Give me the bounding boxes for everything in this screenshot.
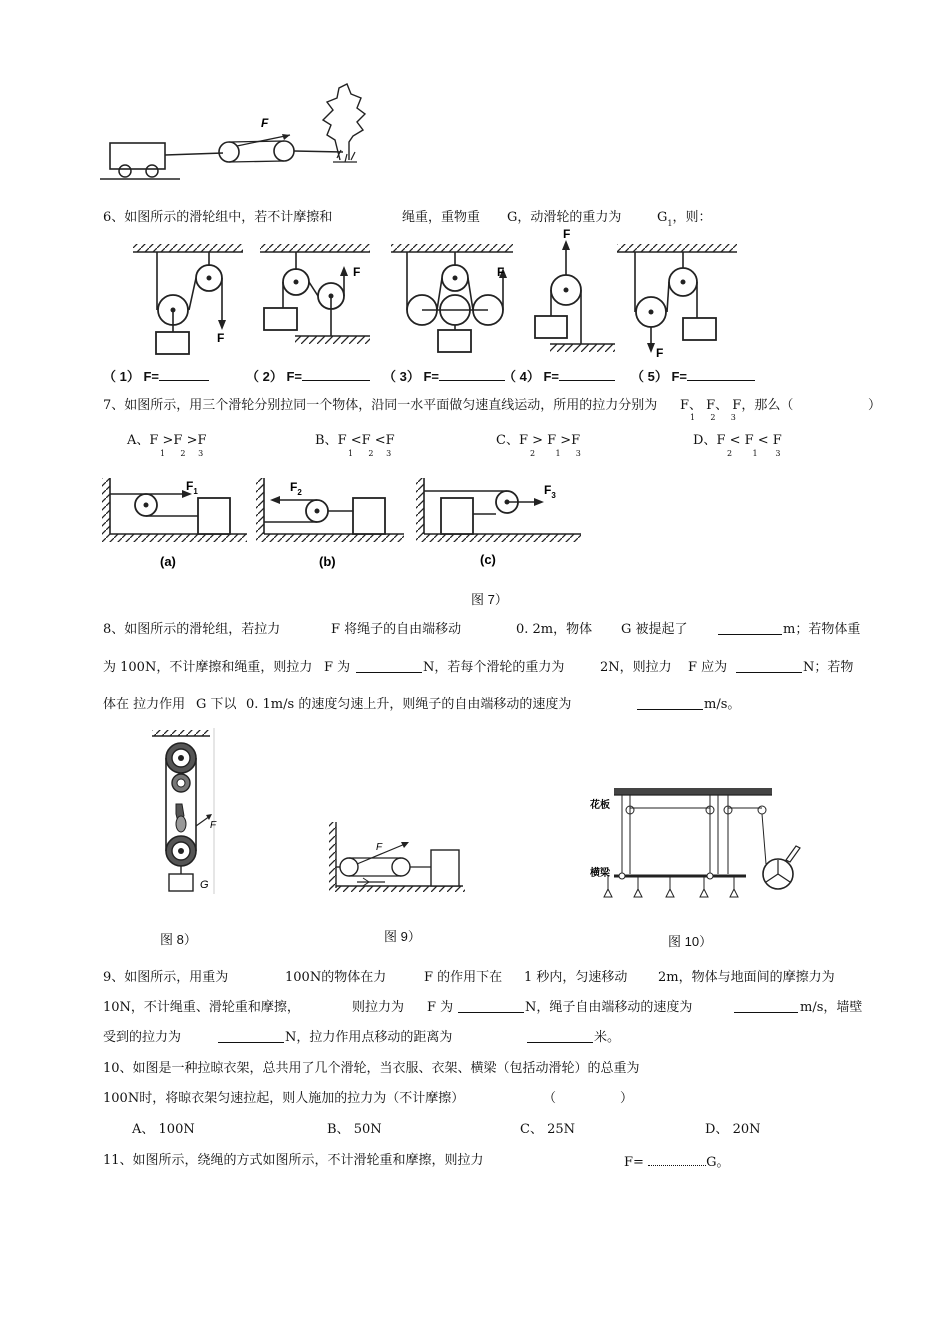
fig7c-panel-label: (c): [480, 552, 496, 567]
q6-stem-a: 6、如图所示的滑轮组中，若不计摩擦和: [103, 210, 333, 225]
q9-blank-2[interactable]: [734, 1000, 798, 1018]
fig8-pulley-block: [148, 726, 220, 896]
fig9-caption: 图 9）: [384, 929, 421, 944]
top-force-label: F: [261, 116, 269, 130]
q8-line3-c: 0. 1m/s 的速度匀速上升，则绳子的自由端移动的速度为: [246, 697, 572, 712]
q7-option-d-subs: 2 1 3: [727, 449, 781, 458]
q8-line2-b: F 为: [324, 660, 351, 675]
q7-option-b: B、F <F <F: [315, 433, 395, 448]
q8-line1-b: F 将绳子的自由端移动: [331, 622, 462, 637]
fig7a-force-label: $F_1$: [186, 479, 198, 496]
q8-line3-d: m/s。: [704, 697, 741, 712]
q9-line3-b: N，拉力作用点移动的距离为: [285, 1030, 453, 1045]
q9-line2-a: 10N，不计绳重、滑轮重和摩擦，: [103, 1000, 300, 1015]
q9-line2-b: 则拉力为: [352, 1000, 405, 1015]
q8-line1-a: 8、如图所示的滑轮组，若拉力: [103, 622, 281, 637]
fig6-5-force-label: F: [656, 346, 664, 360]
fig6-2-force-label: F: [353, 265, 361, 279]
fig10-clothes-rack: [586, 784, 816, 909]
fig9-force-label: F: [376, 842, 383, 853]
q8-blank-4[interactable]: [637, 697, 703, 715]
q10-option-d: D、 20N: [705, 1122, 761, 1137]
fig8-caption: 图 8）: [160, 932, 197, 947]
q8-line2-f: N；若物: [803, 660, 854, 675]
q10-line2: 100N时，将晾衣架匀速拉起，则人施加的拉力为（不计摩擦）: [103, 1091, 465, 1106]
q6-answer-3: （ 3） F=: [383, 368, 505, 385]
q10-paren-close: ）: [620, 1091, 634, 1106]
fig7b-force-label: $F_2$: [290, 480, 302, 497]
fig10-caption: 图 10）: [668, 934, 713, 949]
q7-stem-end: ）: [868, 398, 882, 413]
q9-line3-a: 受到的拉力为: [103, 1030, 182, 1045]
q7-option-a-subs: 1 2 3: [160, 449, 204, 458]
q9-line3-c: 米。: [594, 1030, 621, 1045]
q7-caption: 图 7）: [471, 592, 508, 607]
fig6-3-force-label: F: [497, 265, 505, 279]
fig6-1-force-label: F: [217, 331, 225, 345]
q8-line2-a: 为 100N，不计摩擦和绳重，则拉力: [103, 660, 313, 675]
q8-line2-e: F 应为: [688, 660, 728, 675]
q6-answer-2: （ 2） F=: [246, 368, 370, 385]
q8-line3-b: G 下以: [196, 697, 237, 712]
q10-line1: 10、如图是一种拉晾衣架，总共用了几个滑轮，当衣服、衣架、横梁（包括动滑轮）的总重为: [103, 1061, 640, 1076]
q10-option-c: C、 25N: [520, 1122, 576, 1137]
q8-line3-a: 体在 拉力作用: [103, 697, 186, 712]
fig7c-force-label: $F_3$: [544, 483, 556, 500]
q8-blank-2[interactable]: [356, 660, 422, 678]
fig8-weight-label: G: [200, 879, 209, 891]
q7-option-c-subs: 2 1 3: [530, 449, 581, 458]
q10-option-b: B、 50N: [327, 1122, 382, 1137]
q10-paren-open: （: [543, 1091, 557, 1106]
q7-figures: [98, 474, 598, 574]
q7-option-b-subs: 1 2 3: [348, 449, 392, 458]
q7-option-a: A、F >F >F: [127, 433, 207, 448]
q11-stem: 11、如图所示，绕绳的方式如图所示，不计滑轮重和摩擦，则拉力: [103, 1153, 484, 1168]
q8-line1-e: m；若物体重: [783, 622, 861, 637]
fig9-horizontal-pulley: [327, 820, 467, 900]
q8-line2-d: 2N，则拉力: [600, 660, 672, 675]
q9-line2-e: m/s，墙壁: [800, 1000, 863, 1015]
q8-line1-d: G 被提起了: [621, 622, 688, 637]
fig10-beam-label: 横梁: [590, 868, 610, 879]
q7-stem: 7、如图所示，用三个滑轮分别拉同一个物体，沿同一水平面做匀速直线运动，所用的拉力分别为: [103, 398, 658, 413]
fig7b-panel-label: (b): [319, 554, 336, 569]
q6-answer-4: （ 4） F=: [503, 368, 615, 385]
q6-stem-d: $G_1$，则：: [657, 210, 712, 228]
q9-line1-b: 100N的物体在力: [285, 970, 387, 985]
q7-stem-subs: 1 2 3: [690, 413, 736, 422]
q9-line1-c: F 的作用下在: [424, 970, 503, 985]
q6-stem-c: G，动滑轮的重力为: [507, 210, 622, 225]
q7-option-c: C、F > F >F: [496, 433, 581, 448]
fig6-4-force-label: F: [563, 227, 571, 241]
q8-blank-3[interactable]: [736, 660, 802, 678]
q8-line2-c: N，若每个滑轮的重力为: [423, 660, 565, 675]
q8-blank-1[interactable]: [718, 622, 782, 640]
fig10-ceiling-label: 花板: [590, 800, 610, 811]
q10-option-a: A、 100N: [132, 1122, 195, 1137]
q9-blank-1[interactable]: [458, 1000, 524, 1018]
q6-answer-1: （ 1） F=: [103, 368, 209, 385]
q9-line1-d: 1 秒内，匀速移动: [524, 970, 628, 985]
q9-blank-3[interactable]: [218, 1030, 284, 1048]
q9-line1-e: 2m，物体与地面间的摩擦力为: [658, 970, 835, 985]
fig8-force-label: F: [210, 820, 217, 831]
q7-option-d: D、F < F < F: [693, 433, 782, 448]
q8-line1-c: 0. 2m，物体: [516, 622, 593, 637]
q9-line1-a: 9、如图所示，用重为: [103, 970, 229, 985]
q6-stem-b: 绳重，重物重: [402, 210, 481, 225]
q9-line2-d: N，绳子自由端移动的速度为: [525, 1000, 693, 1015]
cart-tree-figure: [95, 80, 385, 185]
q6-answer-5: （ 5） F=: [631, 368, 755, 385]
q7-stem-vars: F、 F、 F，那么（: [680, 398, 794, 413]
q9-line2-c: F 为: [427, 1000, 454, 1015]
q11-answer: F= G。: [624, 1155, 730, 1170]
q6-pulley-figures: [125, 227, 750, 360]
fig7a-panel-label: (a): [160, 554, 176, 569]
q9-blank-4[interactable]: [527, 1030, 593, 1048]
